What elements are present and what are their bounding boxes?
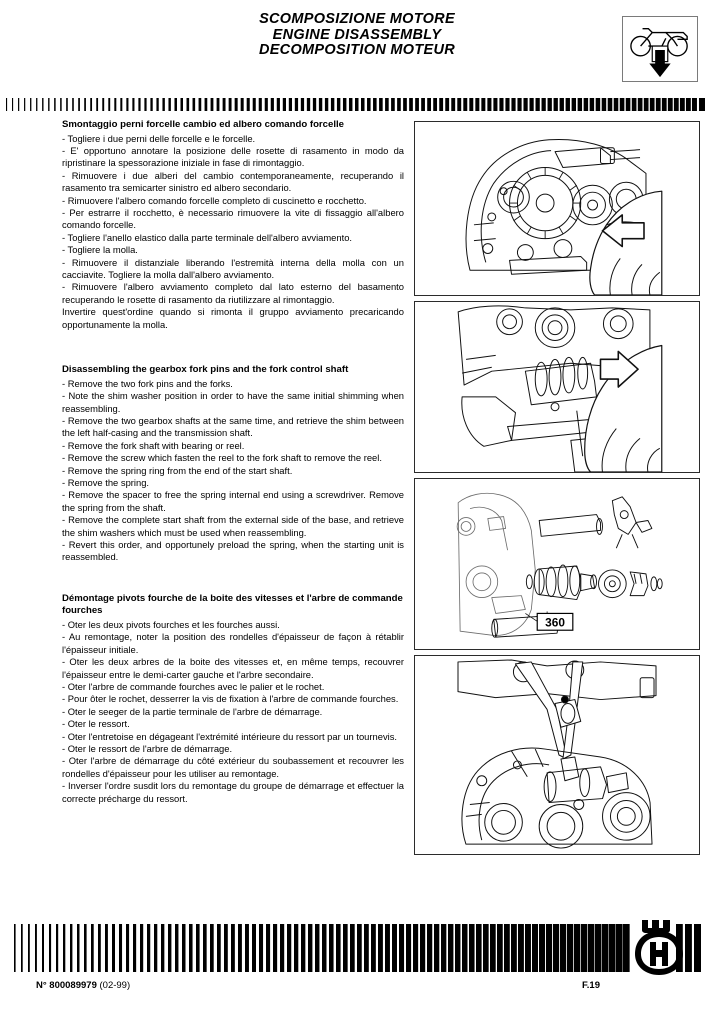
decorative-bar-rule-bottom [12,924,702,972]
section-italian-line: - Rimuovere il distanziale liberando l'estremità interna della molla con un cacciavite. Togliere la molla dall'albero avviamento. [62,256,404,281]
document-number [36,980,130,991]
section-french-line: - Oter le seeger de la partie terminale de l'arbre de démarrage. [62,705,323,717]
figure-column [410,119,700,861]
section-italian [62,119,404,331]
page-footer [0,902,714,1010]
section-english-heading: Disassembling the gearbox fork pins and the fork control shaft [62,364,349,376]
decorative-bar-rule-top [6,98,708,111]
motorcycle-engine-removal-icon [622,16,698,82]
section-english-line: - Remove the spring. [62,476,150,488]
section-french [62,593,404,805]
page-body [0,119,714,861]
section-french-line: - Oter le ressort de l'arbre de démarrage. [62,743,233,755]
document-revision: (02-99) [99,980,131,991]
title-english: ENGINE DISASSEMBLY [272,26,442,43]
section-french-line: - Oter les deux pivots fourches et les fourches aussi. [62,618,280,630]
figure-pliers-casing [414,655,700,855]
figure-fork-shaft-removal [414,301,700,473]
section-french-line: - Oter le ressort. [62,718,130,730]
section-italian-line: - Per estrarre il rocchetto, è necessario rimuovere la vite di fissaggio all'albero comando forcelle. [62,207,404,231]
section-italian-line: - Rimuovere l'albero comando forcelle completo di cuscinetto e rocchetto. [62,194,367,206]
section-italian-heading: Smontaggio perni forcelle cambio ed albero comando forcelle [62,119,345,130]
section-italian-line: - Rimuovere i due alberi del cambio contemporaneamente, recuperando il rasamento tra semicarter sinistro ed albero secondario. [62,169,404,194]
text-column [14,119,410,861]
title-italian: SCOMPOSIZIONE MOTORE [259,11,455,27]
section-french-line: - Oter l'arbre de commande fourches avec le palier et le rochet. [62,681,325,692]
section-italian-line: Invertire quest'ordine quando si rimonta il gruppo avviamento precaricando opportunamente la molla. [62,306,404,330]
section-italian-line: - Togliere la molla. [62,244,138,256]
section-french-line: - Oter les deux arbres de la boite des vitesses et, en même temps, recouvrer l'épaisseur entre le demi-carter gauche et l'arbre secondaire. [62,656,404,680]
document-number-value: N° 800089979 [36,980,97,991]
section-french-line: - Oter l'arbre de démarrage du côté extérieur du soubassement et recouvrer les rondelles d'épaisseur pour les utiliser au remontage. [62,755,404,779]
section-english-line: - Remove the two fork pins and the forks. [62,377,233,389]
section-english [62,364,404,564]
section-italian-line: - E' opportuno annotare la posizione delle rosette di rasamento in modo da ripristinare la spessorazione iniziale in fase di rimontaggio. [62,145,404,169]
page-header [0,0,714,96]
figure-gearbox-gears-hand [414,121,700,296]
section-english-line: - Revert this order, and opportunely preload the spring, when the starting unit is reassembled. [62,538,404,563]
section-english-line: - Note the shim washer position in order to have the same initial shimming when reassembling. [62,390,404,414]
title-french: DECOMPOSITION MOTEUR [258,42,456,58]
section-french-line: - Inverser l'ordre susdit lors du remontage du groupe de démarrage et effectuer la correcte précharge du ressort. [62,780,404,804]
section-english-line: - Remove the spring ring from the end of the start shaft. [62,464,293,476]
section-english-line: - Remove the complete start shaft from the external side of the base, and retrieve the shim washers which must be used when reassembling. [62,514,404,538]
section-english-line: - Remove the fork shaft with bearing or reel. [62,439,245,451]
section-french-line: - Au remontage, noter la position des rondelles d'épaisseur de façon à rétablir l'épaisseur initiale. [62,631,404,655]
section-french-line: - Oter l'entretoise en dégageant l'extrémité intérieure du ressort par un tournevis. [62,730,398,742]
page-title [0,12,714,59]
husqvarna-crown-h-logo [628,916,690,978]
section-italian-line: - Togliere l'anello elastico dalla parte terminale dell'albero avviamento. [62,231,353,243]
page-number: F.19 [582,980,600,991]
section-french-line: - Pour ôter le rochet, desserrer la vis de fixation à l'arbre de commande fourches. [62,693,399,705]
section-gap [62,342,404,364]
section-english-line: - Remove the screw which fasten the reel to the fork shaft to remove the reel. [62,452,382,464]
section-english-line: - Remove the two gearbox shafts at the same time, and retrieve the shim between the left half-casing and the transmission shaft. [62,414,404,439]
figure-exploded-start-shaft [414,478,700,650]
section-english-line: - Remove the spacer to free the spring internal end using a screwdriver. Remove the spring from the shaft. [62,489,404,513]
figure-callout-360: 360 [545,615,565,630]
section-french-heading: Démontage pivots fourche de la boite des vitesses et l'arbre de commande fourches [62,592,403,617]
section-italian-line: - Rimuovere l'albero avviamento completo dal lato esterno del basamento recuperando le rosette di rasamento da riutilizzare al rimontaggio. [62,281,404,305]
section-gap [62,575,404,593]
section-italian-line: - Togliere i due perni delle forcelle e le forcelle. [62,132,256,144]
